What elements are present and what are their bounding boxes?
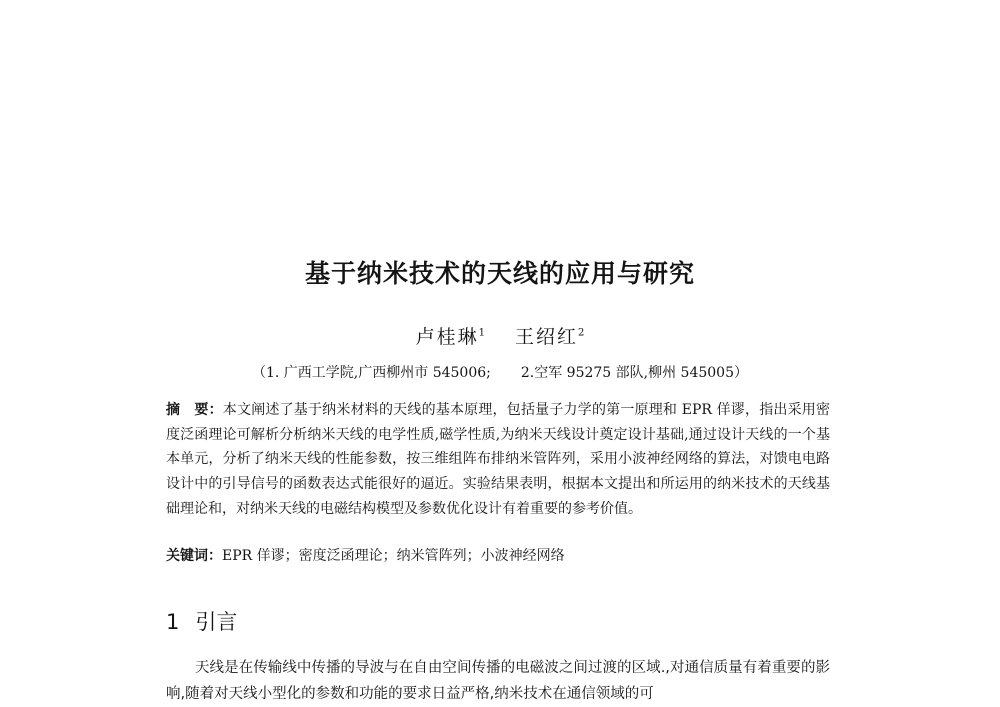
- keywords-label: 关键词：: [166, 548, 222, 564]
- section-heading: [166, 606, 237, 636]
- section-number: 1: [166, 610, 180, 634]
- abstract-text: 本文阐述了基于纳米材料的天线的基本原理，包括量子力学的第一原理和 EPR 佯谬，指出采用密度泛函理论可解析分析纳米天线的电学性质,磁学性质,为纳米天线设计奠定设计基础,通过设计天线的一个基本单元，分析了纳米天线的性能参数，按三维组阵布排纳米管阵列，采用小波神经网络的算法，对馈电电路设计中的引导信号的函数表达式能很好的逼近。实验结果表明，根据本文提出和所运用的纳米技术的天线基础理论和，对纳米天线的电磁结构模型及参数优化设计有着重要的参考价值。: [166, 402, 830, 517]
- section-title: 引言: [195, 610, 238, 634]
- abstract-paragraph: [166, 398, 830, 522]
- affiliation-1: （1. 广西工学院,广西柳州市 545006;: [251, 365, 491, 381]
- author-line: [0, 322, 1000, 349]
- author-affiliation-mark: 2: [578, 327, 585, 339]
- body-paragraph: 天线是在传输线中传播的导波与在自由空间传播的电磁波之间过渡的区域.,对通信质量有着重要的影响,随着对天线小型化的参数和功能的要求日益严格,纳米技术在通信领域的可: [166, 660, 830, 702]
- keywords-paragraph: [166, 545, 830, 565]
- abstract-label: 摘 要：: [166, 402, 223, 418]
- author-name: 王绍红: [515, 326, 579, 348]
- affiliation-line: [0, 362, 1000, 382]
- author-name: 卢桂琳: [415, 326, 479, 348]
- author-affiliation-mark: 1: [478, 327, 485, 339]
- affiliation-2: 2.空军 95275 部队,柳州 545005）: [520, 365, 748, 381]
- paper-title: 基于纳米技术的天线的应用与研究: [304, 259, 695, 288]
- keywords-text: EPR 佯谬；密度泛函理论；纳米管阵列；小波神经网络: [222, 548, 565, 564]
